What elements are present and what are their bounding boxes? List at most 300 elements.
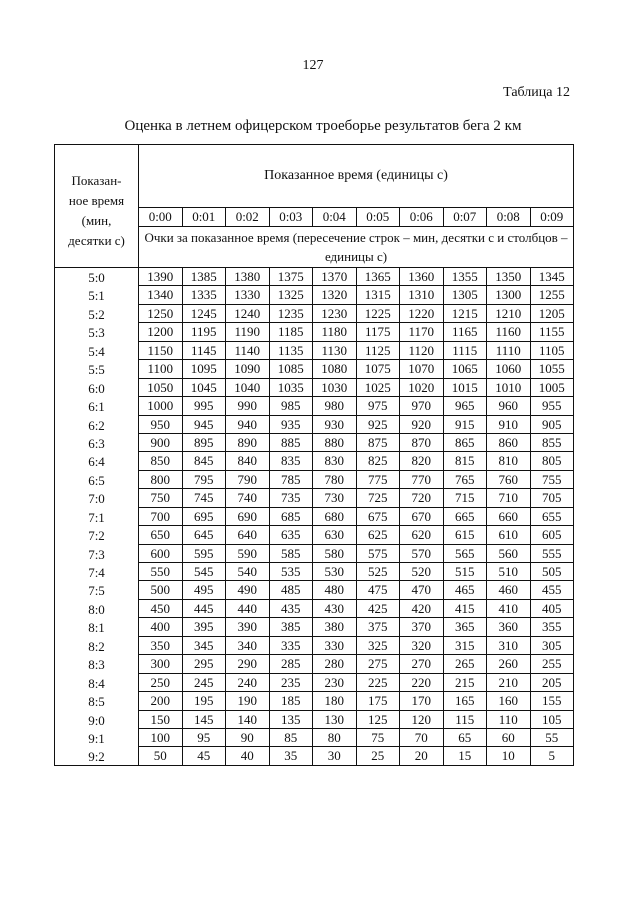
column-header: 0:05 bbox=[356, 208, 400, 226]
table-cell: 720 bbox=[399, 489, 443, 506]
table-cell: 695 bbox=[182, 508, 226, 525]
table-row bbox=[55, 526, 573, 544]
row-label: 6:4 bbox=[55, 452, 139, 470]
table-cell: 870 bbox=[399, 434, 443, 451]
row-label: 7:2 bbox=[55, 526, 139, 544]
table-cell: 1090 bbox=[225, 360, 269, 377]
table-cell: 100 bbox=[150, 729, 170, 745]
table-cell: 1375 bbox=[269, 268, 313, 285]
table-cell: 725 bbox=[356, 489, 400, 506]
table-cell: 425 bbox=[356, 600, 400, 617]
table-cell: 150 bbox=[150, 711, 170, 727]
table-cell: 885 bbox=[269, 434, 313, 451]
table-cell: 230 bbox=[312, 674, 356, 691]
row-label: 5:2 bbox=[55, 305, 139, 323]
row-header-line: ное время bbox=[68, 193, 125, 208]
table-row bbox=[55, 305, 573, 323]
table-cell: 1235 bbox=[269, 305, 313, 322]
table-row bbox=[55, 434, 573, 452]
table-cell: 1115 bbox=[443, 342, 487, 359]
table-cell: 175 bbox=[356, 692, 400, 709]
table-cell: 210 bbox=[486, 674, 530, 691]
table-cell: 700 bbox=[150, 508, 170, 524]
table-cell: 520 bbox=[399, 563, 443, 580]
table-cell: 495 bbox=[182, 581, 226, 598]
table-row bbox=[55, 452, 573, 470]
table-cell: 240 bbox=[225, 674, 269, 691]
table-cell: 620 bbox=[399, 526, 443, 543]
table-cell: 80 bbox=[312, 729, 356, 746]
table-cell: 490 bbox=[225, 581, 269, 598]
table-cell: 515 bbox=[443, 563, 487, 580]
table-cell: 1055 bbox=[530, 360, 574, 377]
table-cell: 1370 bbox=[312, 268, 356, 285]
table-cell: 850 bbox=[150, 453, 170, 469]
table-row bbox=[55, 286, 573, 304]
row-header-cell bbox=[55, 145, 139, 267]
table-cell: 1150 bbox=[147, 342, 174, 358]
table-cell: 30 bbox=[312, 747, 356, 765]
table-cell: 1050 bbox=[147, 379, 174, 395]
table-cell: 735 bbox=[269, 489, 313, 506]
table-cell: 1120 bbox=[399, 342, 443, 359]
table-row bbox=[55, 323, 573, 341]
table-cell: 690 bbox=[225, 508, 269, 525]
table-cell: 95 bbox=[182, 729, 226, 746]
table-cell: 765 bbox=[443, 471, 487, 488]
table-cell: 260 bbox=[486, 655, 530, 672]
table-cell: 1130 bbox=[312, 342, 356, 359]
table-cell: 560 bbox=[486, 545, 530, 562]
table-cell: 940 bbox=[225, 416, 269, 433]
row-header-line: десятки с) bbox=[68, 233, 125, 248]
table-cell: 1390 bbox=[147, 269, 174, 284]
table-cell: 40 bbox=[225, 747, 269, 765]
table-cell: 1305 bbox=[443, 286, 487, 303]
table-cell: 930 bbox=[312, 416, 356, 433]
table-cell: 670 bbox=[399, 508, 443, 525]
table-row bbox=[55, 471, 573, 489]
table-cell: 410 bbox=[486, 600, 530, 617]
row-label: 8:1 bbox=[55, 618, 139, 636]
table-cell: 1200 bbox=[147, 324, 174, 340]
table-cell: 1145 bbox=[182, 342, 226, 359]
table-cell: 840 bbox=[225, 452, 269, 469]
table-cell: 250 bbox=[150, 674, 170, 690]
table-cell: 435 bbox=[269, 600, 313, 617]
table-cell: 105 bbox=[530, 711, 574, 728]
table-cell: 545 bbox=[182, 563, 226, 580]
table-cell: 20 bbox=[399, 747, 443, 765]
table-row bbox=[55, 545, 573, 563]
column-group-title: Показанное время (единицы с) bbox=[264, 168, 448, 183]
column-header: 0:09 bbox=[530, 208, 574, 226]
table-cell: 550 bbox=[150, 564, 170, 579]
table-cell: 1350 bbox=[486, 268, 530, 285]
table-cell: 865 bbox=[443, 434, 487, 451]
table-cell: 330 bbox=[312, 637, 356, 654]
table-cell: 715 bbox=[443, 489, 487, 506]
table-cell: 510 bbox=[486, 563, 530, 580]
row-label: 5:0 bbox=[55, 268, 139, 286]
table-cell: 195 bbox=[182, 692, 226, 709]
table-cell: 795 bbox=[182, 471, 226, 488]
table-row bbox=[55, 600, 573, 618]
table-cell: 805 bbox=[530, 452, 574, 469]
table-cell: 615 bbox=[443, 526, 487, 543]
table-cell: 280 bbox=[312, 655, 356, 672]
table-cell: 135 bbox=[269, 711, 313, 728]
table-cell: 980 bbox=[312, 397, 356, 414]
column-header: 0:02 bbox=[225, 208, 269, 226]
score-table bbox=[54, 144, 574, 766]
row-label: 8:3 bbox=[55, 655, 139, 673]
table-cell: 1190 bbox=[225, 323, 269, 340]
table-cell: 835 bbox=[269, 452, 313, 469]
table-cell: 775 bbox=[356, 471, 400, 488]
table-cell: 420 bbox=[399, 600, 443, 617]
table-cell: 475 bbox=[356, 581, 400, 598]
table-row bbox=[55, 360, 573, 378]
table-cell: 245 bbox=[182, 674, 226, 691]
table-row bbox=[55, 268, 573, 286]
table-cell: 1095 bbox=[182, 360, 226, 377]
table-cell: 1015 bbox=[443, 379, 487, 396]
table-cell: 1030 bbox=[312, 379, 356, 396]
table-cell: 965 bbox=[443, 397, 487, 414]
table-cell: 235 bbox=[269, 674, 313, 691]
row-label: 6:3 bbox=[55, 434, 139, 452]
table-cell: 460 bbox=[486, 581, 530, 598]
table-cell: 1140 bbox=[225, 342, 269, 359]
table-cell: 1025 bbox=[356, 379, 400, 396]
table-body bbox=[55, 267, 573, 766]
table-cell: 1310 bbox=[399, 286, 443, 303]
table-cell: 950 bbox=[150, 416, 170, 432]
table-cell: 565 bbox=[443, 545, 487, 562]
table-cell: 1215 bbox=[443, 305, 487, 322]
table-cell: 770 bbox=[399, 471, 443, 488]
table-cell: 70 bbox=[399, 729, 443, 746]
table-cell: 170 bbox=[399, 692, 443, 709]
table-cell: 780 bbox=[312, 471, 356, 488]
table-cell: 1230 bbox=[312, 305, 356, 322]
table-cell: 275 bbox=[356, 655, 400, 672]
table-cell: 270 bbox=[399, 655, 443, 672]
table-cell: 785 bbox=[269, 471, 313, 488]
table-cell: 220 bbox=[399, 674, 443, 691]
table-cell: 1195 bbox=[182, 323, 226, 340]
table-cell: 895 bbox=[182, 434, 226, 451]
table-cell: 165 bbox=[443, 692, 487, 709]
table-cell: 1035 bbox=[269, 379, 313, 396]
column-headers bbox=[139, 207, 573, 227]
table-row bbox=[55, 581, 573, 599]
table-cell: 140 bbox=[225, 711, 269, 728]
table-cell: 745 bbox=[182, 489, 226, 506]
table-cell: 90 bbox=[225, 729, 269, 746]
table-cell: 535 bbox=[269, 563, 313, 580]
table-cell: 570 bbox=[399, 545, 443, 562]
table-cell: 130 bbox=[312, 711, 356, 728]
table-cell: 180 bbox=[312, 692, 356, 709]
row-header-line: Показан- bbox=[71, 173, 122, 188]
row-label: 7:3 bbox=[55, 545, 139, 563]
column-header: 0:00 bbox=[148, 209, 172, 224]
table-cell: 1360 bbox=[399, 268, 443, 285]
table-cell: 430 bbox=[312, 600, 356, 617]
row-label: 7:1 bbox=[55, 508, 139, 526]
table-row bbox=[55, 342, 573, 360]
table-cell: 605 bbox=[530, 526, 574, 543]
table-cell: 1110 bbox=[486, 342, 530, 359]
table-cell: 1315 bbox=[356, 286, 400, 303]
row-label: 5:5 bbox=[55, 360, 139, 378]
row-label: 8:2 bbox=[55, 637, 139, 655]
table-cell: 855 bbox=[530, 434, 574, 451]
table-cell: 190 bbox=[225, 692, 269, 709]
table-row bbox=[55, 674, 573, 692]
row-label: 6:0 bbox=[55, 379, 139, 397]
table-cell: 355 bbox=[530, 618, 574, 635]
table-row bbox=[55, 489, 573, 507]
column-header: 0:01 bbox=[182, 208, 226, 226]
table-cell: 255 bbox=[530, 655, 574, 672]
table-cell: 1105 bbox=[530, 342, 574, 359]
table-cell: 525 bbox=[356, 563, 400, 580]
points-note: Очки за показанное время (пересечение строк – мин, десятки с и столбцов – единицы с) bbox=[144, 230, 568, 264]
table-cell: 595 bbox=[182, 545, 226, 562]
table-cell: 215 bbox=[443, 674, 487, 691]
table-cell: 1210 bbox=[486, 305, 530, 322]
column-header: 0:07 bbox=[443, 208, 487, 226]
table-cell: 985 bbox=[269, 397, 313, 414]
row-label: 7:5 bbox=[55, 581, 139, 599]
table-cell: 325 bbox=[356, 637, 400, 654]
table-cell: 1135 bbox=[269, 342, 313, 359]
table-cell: 205 bbox=[530, 674, 574, 691]
table-cell: 1085 bbox=[269, 360, 313, 377]
table-cell: 920 bbox=[399, 416, 443, 433]
table-row bbox=[55, 729, 573, 747]
table-cell: 300 bbox=[150, 656, 170, 672]
table-cell: 825 bbox=[356, 452, 400, 469]
table-cell: 790 bbox=[225, 471, 269, 488]
table-cell: 440 bbox=[225, 600, 269, 617]
table-cell: 345 bbox=[182, 637, 226, 654]
table-cell: 1100 bbox=[147, 361, 174, 377]
table-cell: 1255 bbox=[530, 286, 574, 303]
table-cell: 1165 bbox=[443, 323, 487, 340]
table-cell: 610 bbox=[486, 526, 530, 543]
table-cell: 815 bbox=[443, 452, 487, 469]
table-cell: 970 bbox=[399, 397, 443, 414]
table-cell: 1175 bbox=[356, 323, 400, 340]
table-cell: 750 bbox=[150, 490, 170, 506]
table-cell: 680 bbox=[312, 508, 356, 525]
table-row bbox=[55, 563, 573, 581]
table-cell: 845 bbox=[182, 452, 226, 469]
table-cell: 1045 bbox=[182, 379, 226, 396]
table-row bbox=[55, 711, 573, 729]
table-cell: 995 bbox=[182, 397, 226, 414]
table-cell: 1355 bbox=[443, 268, 487, 285]
table-cell: 110 bbox=[486, 711, 530, 728]
table-cell: 115 bbox=[443, 711, 487, 728]
table-cell: 405 bbox=[530, 600, 574, 617]
table-cell: 360 bbox=[486, 618, 530, 635]
table-cell: 630 bbox=[312, 526, 356, 543]
table-cell: 445 bbox=[182, 600, 226, 617]
table-cell: 1005 bbox=[530, 379, 574, 396]
table-cell: 455 bbox=[530, 581, 574, 598]
table-row bbox=[55, 508, 573, 526]
table-cell: 875 bbox=[356, 434, 400, 451]
table-cell: 905 bbox=[530, 416, 574, 433]
table-cell: 15 bbox=[443, 747, 487, 765]
table-cell: 120 bbox=[399, 711, 443, 728]
table-cell: 285 bbox=[269, 655, 313, 672]
table-cell: 640 bbox=[225, 526, 269, 543]
table-cell: 1075 bbox=[356, 360, 400, 377]
table-cell: 755 bbox=[530, 471, 574, 488]
table-cell: 380 bbox=[312, 618, 356, 635]
table-cell: 35 bbox=[269, 747, 313, 765]
table-cell: 1240 bbox=[225, 305, 269, 322]
table-cell: 635 bbox=[269, 526, 313, 543]
table-cell: 955 bbox=[530, 397, 574, 414]
table-row bbox=[55, 397, 573, 415]
table-cell: 310 bbox=[486, 637, 530, 654]
table-cell: 125 bbox=[356, 711, 400, 728]
table-cell: 1000 bbox=[147, 398, 174, 414]
table-cell: 830 bbox=[312, 452, 356, 469]
table-cell: 375 bbox=[356, 618, 400, 635]
table-cell: 200 bbox=[150, 693, 170, 709]
table-cell: 60 bbox=[486, 729, 530, 746]
table-cell: 470 bbox=[399, 581, 443, 598]
table-cell: 820 bbox=[399, 452, 443, 469]
table-cell: 1300 bbox=[486, 286, 530, 303]
table-cell: 335 bbox=[269, 637, 313, 654]
row-label: 6:2 bbox=[55, 416, 139, 434]
row-label: 9:0 bbox=[55, 711, 139, 729]
table-cell: 295 bbox=[182, 655, 226, 672]
table-cell: 915 bbox=[443, 416, 487, 433]
table-cell: 1180 bbox=[312, 323, 356, 340]
table-cell: 810 bbox=[486, 452, 530, 469]
table-cell: 1070 bbox=[399, 360, 443, 377]
table-cell: 910 bbox=[486, 416, 530, 433]
table-cell: 75 bbox=[356, 729, 400, 746]
table-row bbox=[55, 416, 573, 434]
table-cell: 160 bbox=[486, 692, 530, 709]
table-row bbox=[55, 692, 573, 710]
table-cell: 1380 bbox=[225, 268, 269, 285]
table-cell: 740 bbox=[225, 489, 269, 506]
table-cell: 1335 bbox=[182, 286, 226, 303]
table-cell: 1010 bbox=[486, 379, 530, 396]
table-cell: 580 bbox=[312, 545, 356, 562]
table-cell: 65 bbox=[443, 729, 487, 746]
table-cell: 1325 bbox=[269, 286, 313, 303]
table-cell: 10 bbox=[486, 747, 530, 765]
table-cell: 350 bbox=[150, 637, 170, 653]
table-cell: 890 bbox=[225, 434, 269, 451]
row-label: 8:0 bbox=[55, 600, 139, 618]
table-cell: 1160 bbox=[486, 323, 530, 340]
table-cell: 145 bbox=[182, 711, 226, 728]
table-cell: 1345 bbox=[530, 268, 574, 285]
table-cell: 645 bbox=[182, 526, 226, 543]
row-label: 6:5 bbox=[55, 471, 139, 489]
table-cell: 800 bbox=[150, 471, 170, 487]
column-header: 0:08 bbox=[486, 208, 530, 226]
table-cell: 1340 bbox=[147, 287, 174, 303]
table-cell: 665 bbox=[443, 508, 487, 525]
table-cell: 880 bbox=[312, 434, 356, 451]
table-cell: 290 bbox=[225, 655, 269, 672]
table-cell: 315 bbox=[443, 637, 487, 654]
table-cell: 1330 bbox=[225, 286, 269, 303]
table-cell: 450 bbox=[150, 600, 170, 616]
table-cell: 1320 bbox=[312, 286, 356, 303]
table-cell: 650 bbox=[150, 527, 170, 543]
table-cell: 1250 bbox=[147, 305, 174, 321]
table-cell: 590 bbox=[225, 545, 269, 562]
table-cell: 600 bbox=[150, 545, 170, 561]
table-cell: 1225 bbox=[356, 305, 400, 322]
table-cell: 85 bbox=[269, 729, 313, 746]
table-cell: 1040 bbox=[225, 379, 269, 396]
row-label: 5:4 bbox=[55, 342, 139, 360]
table-cell: 485 bbox=[269, 581, 313, 598]
table-cell: 50 bbox=[153, 748, 167, 764]
row-label: 7:0 bbox=[55, 489, 139, 507]
table-cell: 1220 bbox=[399, 305, 443, 322]
table-cell: 365 bbox=[443, 618, 487, 635]
table-cell: 1365 bbox=[356, 268, 400, 285]
table-cell: 1155 bbox=[530, 323, 574, 340]
table-cell: 1065 bbox=[443, 360, 487, 377]
table-cell: 505 bbox=[530, 563, 574, 580]
table-cell: 45 bbox=[182, 747, 226, 765]
table-cell: 480 bbox=[312, 581, 356, 598]
column-header: 0:03 bbox=[269, 208, 313, 226]
row-label: 8:5 bbox=[55, 692, 139, 710]
table-cell: 710 bbox=[486, 489, 530, 506]
table-cell: 1125 bbox=[356, 342, 400, 359]
table-cell: 990 bbox=[225, 397, 269, 414]
column-header: 0:04 bbox=[312, 208, 356, 226]
column-header: 0:06 bbox=[399, 208, 443, 226]
table-cell: 685 bbox=[269, 508, 313, 525]
table-cell: 555 bbox=[530, 545, 574, 562]
row-label: 5:1 bbox=[55, 286, 139, 304]
table-cell: 1170 bbox=[399, 323, 443, 340]
table-cell: 390 bbox=[225, 618, 269, 635]
table-cell: 730 bbox=[312, 489, 356, 506]
table-cell: 660 bbox=[486, 508, 530, 525]
table-cell: 900 bbox=[150, 434, 170, 450]
table-cell: 305 bbox=[530, 637, 574, 654]
table-cell: 155 bbox=[530, 692, 574, 709]
page-number: 127 bbox=[302, 58, 324, 73]
table-cell: 540 bbox=[225, 563, 269, 580]
table-cell: 320 bbox=[399, 637, 443, 654]
table-cell: 415 bbox=[443, 600, 487, 617]
table-cell: 340 bbox=[225, 637, 269, 654]
